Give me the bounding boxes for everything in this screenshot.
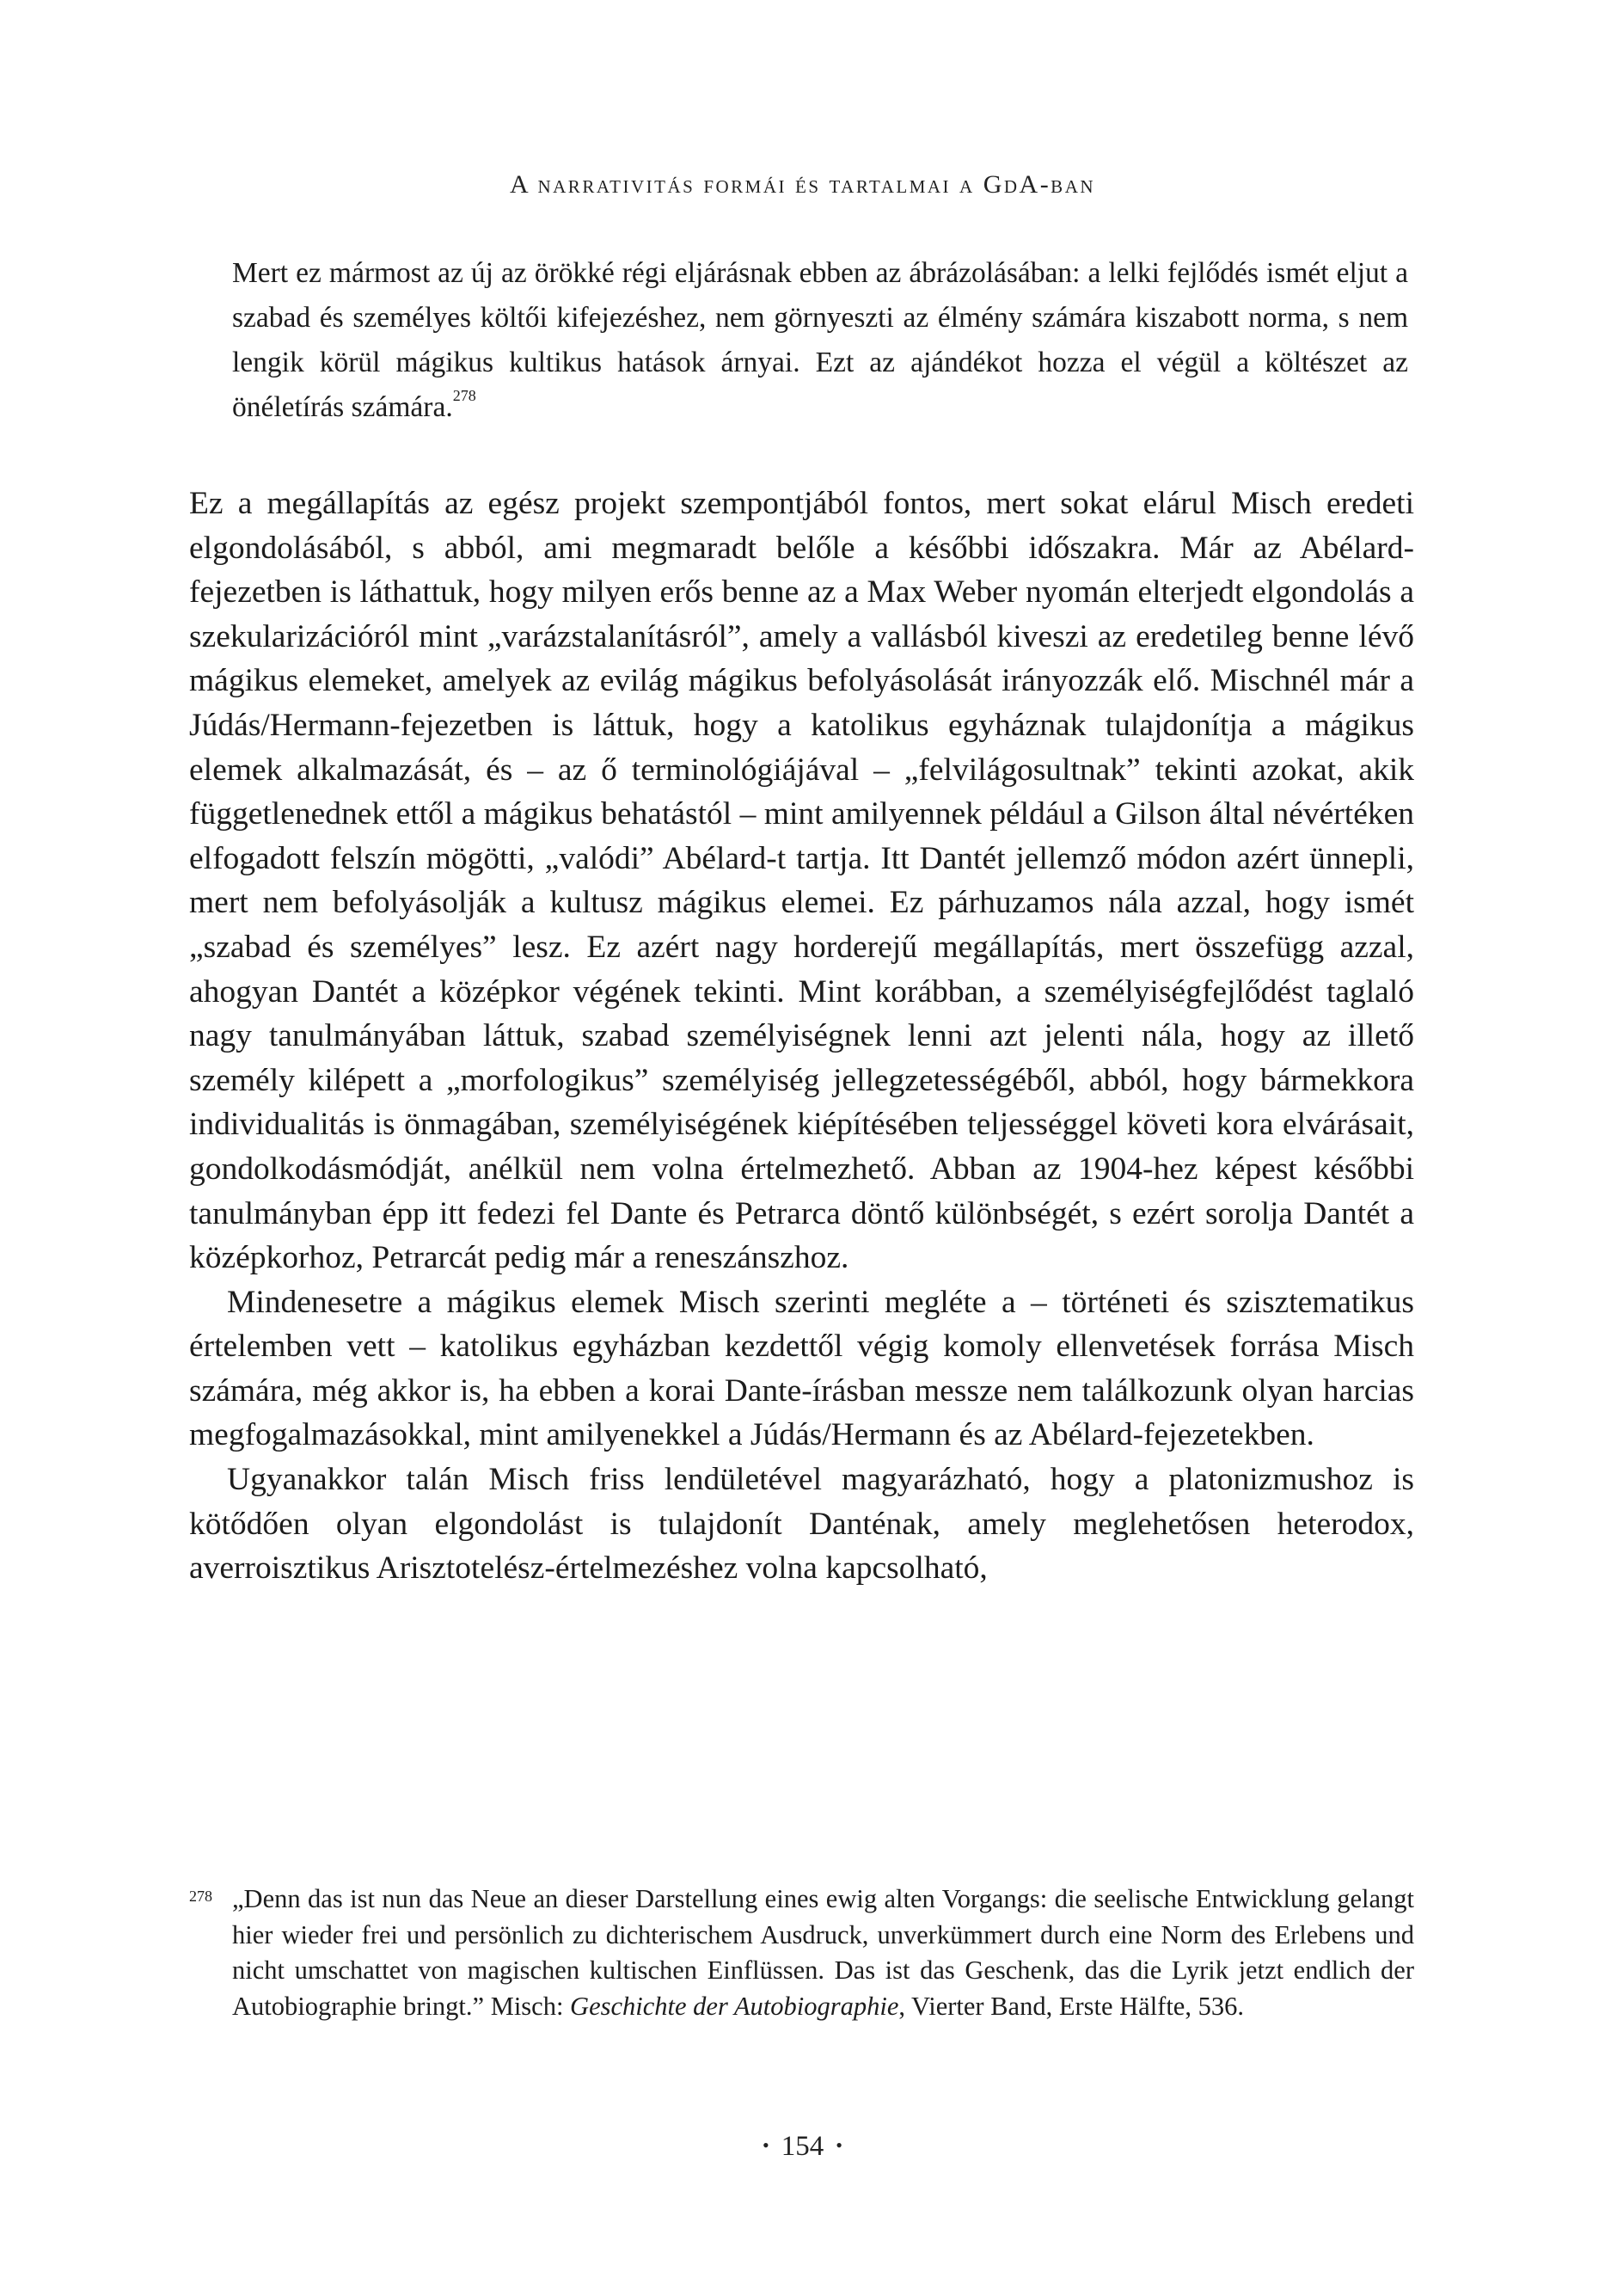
footnote-citation-rest: , Vierter Band, Erste Hälfte, 536. (898, 1991, 1244, 2021)
body-text (189, 482, 1414, 1591)
footnote (189, 1882, 1414, 2024)
footnote-text: „Denn das ist nun das Neue an dieser Darstellung eines ewig alten Vorgangs: die seelische Entwicklung gelangt hier wieder frei und persönlich zu dichterischem Ausdruck, unverkümmert durch eine Norm des Erlebens und nicht umschattet von magischen kultischen Einflüssen. Das ist das Geschenk, das die Lyrik jetzt endlich der Autobiographie bringt.” Misch: (232, 1884, 1414, 2021)
block-quote-text: Mert ez mármost az új az örökké régi eljárásnak ebben az ábrázolásában: a lelki fejlődés ismét eljut a szabad és személyes költői kifejezéshez, nem görnyeszti az élmény számára kiszabott norma, s nem lengik körül mágikus kultikus hatások árnyai. Ezt az ajándékot hozza el végül a költészet az önéletírás számára. (232, 257, 1408, 423)
paragraph-3: Ugyanakkor talán Misch friss lendületével magyarázható, hogy a platonizmushoz is kötődően olyan elgondolást is tulajdonít Danténak, amely meglehetősen heterodox, averroisztikus Arisztotelész-értelmezéshez volna kapcsolható, (189, 1462, 1414, 1587)
bullet-icon: • (763, 2134, 769, 2156)
block-quote-paragraph (232, 251, 1408, 430)
page-number: 154 (781, 2131, 824, 2162)
bullet-icon: • (836, 2134, 842, 2156)
footnote-reference[interactable]: 278 (452, 387, 476, 404)
page-footer (0, 2131, 1605, 2163)
footnote-number: 278 (189, 1888, 212, 1905)
footnote-cited-title: Geschichte der Autobiographie (570, 1991, 899, 2021)
paragraph-1: Ez a megállapítás az egész projekt szempontjából fontos, mert sokat elárul Misch eredeti elgondolásából, s abból, ami megmaradt belőle a későbbi időszakra. Már az Abélard-fejezetben is láthattuk, hogy milyen erős benne az a Max Weber nyomán elterjedt elgondolás a szekularizációról mint „varázstalanításról”, amely a vallásból kiveszi az eredetileg benne lévő mágikus elemeket, amelyek az evilág mágikus befolyásolását irányozzák elő. Mischnél már a Júdás/Hermann-fejezetben is láttuk, hogy a katolikus egyháznak tulajdonítja a mágikus elemek alkalmazását, és – az ő terminológiájával – „felvilágosultnak” tekinti azokat, akik függetlenednek ettől a mágikus behatástól – mint amilyennek például a Gilson által névértéken elfogadott felszín mögötti, „valódi” Abélard-t tartja. Itt Dantét jellemző módon azért ünnepli, mert nem befolyásolják a kultusz mágikus elemei. Ez párhuzamos nála azzal, hogy ismét „szabad és személyes” lesz. Ez azért nagy horderejű megállapítás, mert összefügg azzal, ahogyan Dantét a középkor végének tekinti. Mint korábban, a személyiségfejlődést taglaló nagy tanulmányában láttuk, szabad személyiségnek lenni azt jelenti nála, hogy az illető személy kilépett a „morfologikus” személyiség jellegzetességéből, abból, hogy bármekkora individualitás is önmagában, személyiségének kiépítésében teljességgel követi kora elvárásait, gondolkodásmódját, anélkül nem volna értelmezhető. Abban az 1904-hez képest későbbi tanulmányban épp itt fedezi fel Dante és Petrarca döntő különbségét, s ezért sorolja Dantét a középkorhoz, Petrarcát pedig már a reneszánszhoz. (189, 486, 1414, 1276)
paragraph-2: Mindenesetre a mágikus elemek Misch szerinti megléte a – történeti és szisztematikus értelemben vett – katolikus egyházban kezdettől végig komoly ellenvetések forrása Misch számára, még akkor is, ha ebben a korai Dante-írásban messze nem találkozunk olyan harcias megfogalmazásokkal, mint amilyenekkel a Júdás/Hermann és az Abélard-fejezetekben. (189, 1284, 1414, 1453)
running-head: A narrativitás formái és tartalmai a GdA-ban (509, 170, 1096, 199)
block-quote (232, 251, 1408, 430)
